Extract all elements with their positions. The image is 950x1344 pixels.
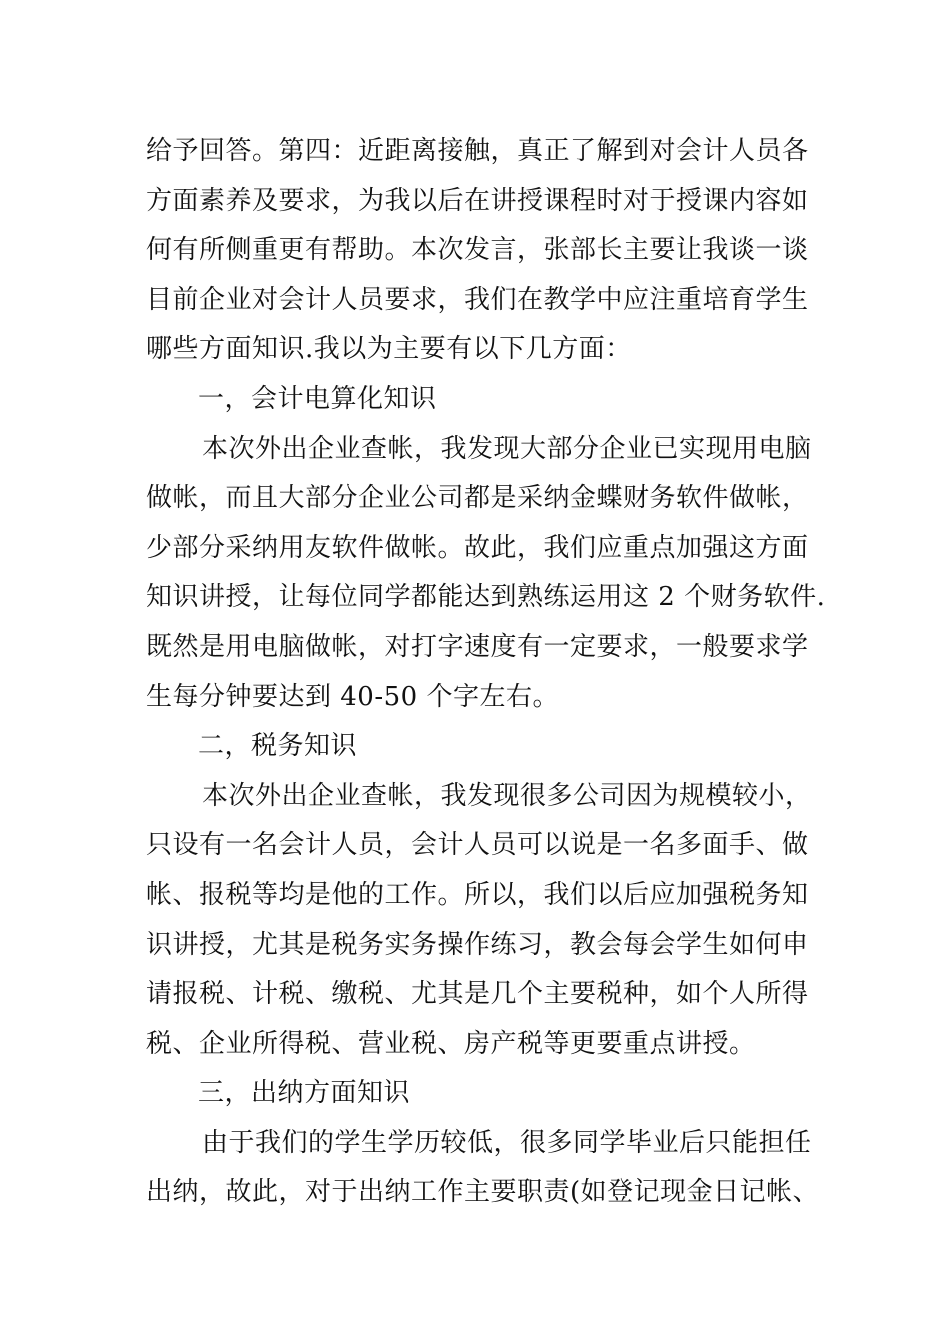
text-line: 识讲授，尤其是税务实务操作练习，教会每会学生如何申 [146, 929, 809, 960]
section-heading-2: 二，税务知识 [198, 731, 358, 762]
text-line: 出纳，故此，对于出纳工作主要职责(如登记现金日记帐、 [146, 1177, 820, 1208]
text-line: 生每分钟要达到 40-50 个字左右。 [146, 681, 559, 712]
text-line: 少部分采纳用友软件做帐。故此，我们应重点加强这方面 [146, 532, 809, 563]
text-line: 帐、报税等均是他的工作。所以，我们以后应加强税务知 [146, 879, 809, 910]
section-heading-3: 三，出纳方面知识 [198, 1078, 411, 1109]
text-line: 请报税、计税、缴税、尤其是几个主要税种，如个人所得 [146, 979, 809, 1010]
text-line: 目前企业对会计人员要求，我们在教学中应注重培育学生 [146, 284, 809, 315]
text-line: 给予回答。第四：近距离接触，真正了解到对会计人员各 [146, 136, 809, 166]
text-line: 方面素养及要求，为我以后在讲授课程时对于授课内容如 [146, 185, 809, 216]
section-heading-1: 一，会计电算化知识 [198, 383, 437, 414]
text-line: 本次外出企业查帐，我发现大部分企业已实现用电脑 [202, 433, 812, 464]
text-line: 由于我们的学生学历较低，很多同学毕业后只能担任 [202, 1127, 812, 1158]
text-line: 何有所侧重更有帮助。本次发言，张部长主要让我谈一谈 [146, 235, 809, 266]
text-line: 知识讲授，让每位同学都能达到熟练运用这 2 个财务软件. [146, 582, 826, 613]
text-line: 本次外出企业查帐，我发现很多公司因为规模较小， [202, 780, 812, 811]
text-line: 只设有一名会计人员，会计人员可以说是一名多面手、做 [146, 830, 809, 861]
text-line: 税、企业所得税、营业税、房产税等更要重点讲授。 [146, 1028, 756, 1059]
document-body [146, 127, 826, 1218]
text-line: 做帐，而且大部分企业公司都是采纳金蝶财务软件做帐， [146, 483, 809, 514]
text-line: 哪些方面知识.我以为主要有以下几方面： [146, 334, 632, 365]
text-line: 既然是用电脑做帐，对打字速度有一定要求，一般要求学 [146, 631, 809, 662]
